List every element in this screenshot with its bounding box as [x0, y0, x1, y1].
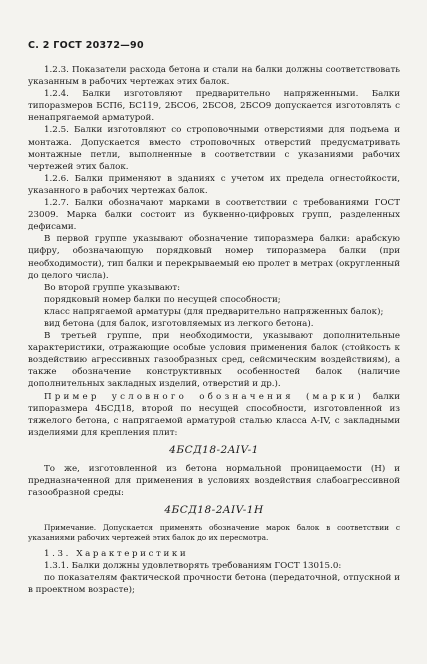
paragraph-second-group: Во второй группе указывают:	[44, 282, 181, 293]
formula-2: 4БСД18-2AIV-1Н	[164, 504, 264, 517]
note: Примечание. Допускается применять обозначение марок балок в соответствии с указаниями рабочих чертежей этих балок до их пересмотра.	[28, 523, 400, 543]
paragraph-1-2-4: 1.2.4. Балки изготовляют предварительно напряженными. Балки типоразмеров БСП6, БС119, 2БСО6, 2БСО8, 2БСО9 допускается изготовлять с ненапрягаемой арматурой.	[28, 89, 400, 124]
page-header: С. 2 ГОСТ 20372—90	[28, 40, 144, 51]
list-item-capacity: порядковый номер балки по несущей способности;	[44, 294, 281, 305]
paragraph-first-group: В первой группе указывают обозначение типоразмера балки: арабскую цифру, обозначающую порядковый номер типоразмера балки (при необходимости), тип балки и перекрываемый ею пролет в метрах (округленный до целого числа).	[28, 234, 400, 281]
paragraph-1-2-7: 1.2.7. Балки обозначают марками в соответствии с требованиями ГОСТ 23009. Марка балки состоит из буквенно-цифровых групп, разделенных дефисами.	[28, 198, 400, 233]
paragraph-1-2-5: 1.2.5. Балки изготовляют со строповочными отверстиями для подъема и монтажа. Допускается вместо строповочных отверстий предусматривать монтажные петли, выполненные в соответствии с указаниями рабочих чертежей этих балок.	[28, 125, 400, 172]
paragraph-1-3-1-cont: по показателям фактической прочности бетона (передаточной, отпускной и в проектном возрасте);	[28, 573, 400, 596]
paragraph-1-3-1: 1.3.1. Балки должны удовлетворять требованиям ГОСТ 13015.0:	[44, 561, 342, 572]
formula-1: 4БСД18-2AIV-1	[169, 443, 259, 456]
list-item-reinforcement: класс напрягаемой арматуры (для предварительно напряженных балок);	[44, 306, 384, 317]
paragraph-third-group: В третьей группе, при необходимости, указывают дополнительные характеристики, отражающие особые условия применения балок (стойкость к воздействию агрессивных газообразных сред, сейсмическим воздействиям), а также обозначение конструктивных особенностей балок (наличие дополнительных закладных изделий, отверстий и др.).	[28, 331, 400, 390]
document-body	[28, 64, 400, 597]
example-lead: Пример условного обозначения (марки)	[44, 391, 364, 402]
paragraph-1-2-6: 1.2.6. Балки применяют в зданиях с учетом их предела огнестойкости, указанного в рабочих чертежах балок.	[28, 173, 400, 196]
paragraph-same: То же, изготовленной из бетона нормальной проницаемости (Н) и предназначенной для применения в условиях воздействия слабоагрессивной газообразной среды:	[28, 463, 400, 499]
paragraph-1-2-3: 1.2.3. Показатели расхода бетона и стали на балки должны соответствовать указанным в рабочих чертежах этих балок.	[28, 65, 400, 88]
example-paragraph	[28, 391, 400, 439]
example-rest: балки типоразмера 4БСД18, второй по несущей способности, изготовленной из тяжелого бетона, с напрягаемой арматурой сталью класса A-IV, с закладными изделиями для крепления плит:	[28, 391, 400, 438]
section-heading-1-3: 1.3. Характеристики	[44, 549, 189, 560]
list-item-concrete: вид бетона (для балок, изготовляемых из легкого бетона).	[44, 318, 314, 329]
